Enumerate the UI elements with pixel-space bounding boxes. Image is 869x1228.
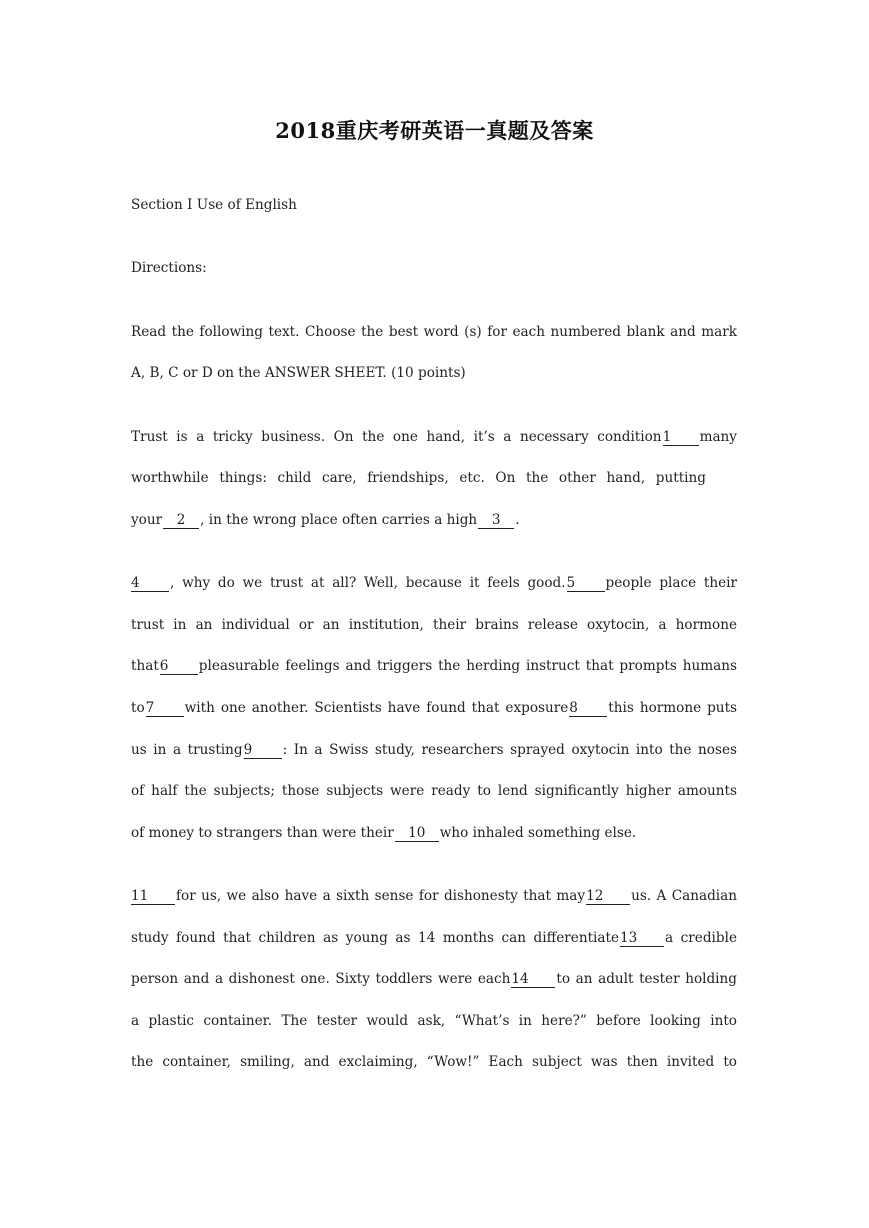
paragraph-2-line: [131, 741, 737, 759]
text-run: us in a trusting: [131, 742, 243, 758]
paragraph-3-line: the container, smiling, and exclaiming, “Wow!” Each subject was then invited to: [131, 1054, 737, 1070]
answer-blank-13: 13: [620, 931, 664, 947]
text-run: for us, we also have a sixth sense for dishonesty that may: [176, 888, 586, 904]
text-run: study found that children as young as 14 months can differentiate: [131, 930, 620, 946]
answer-blank-12: 12: [586, 889, 630, 905]
text-run: .: [515, 512, 520, 528]
answer-blank-1: 1: [663, 430, 699, 446]
paragraph-3-line: [131, 887, 737, 905]
answer-blank-11: 11: [131, 889, 175, 905]
paragraph-2-line: of half the subjects; those subjects were ready to lend significantly higher amounts: [131, 783, 737, 799]
text-run: , why do we trust at all? Well, because it feels good.: [170, 575, 566, 591]
text-run: with one another. Scientists have found that exposure: [184, 700, 569, 716]
answer-blank-7: 7: [146, 701, 184, 717]
paragraph-1-line: [131, 428, 737, 446]
answer-blank-6: 6: [160, 659, 198, 675]
text-run: to: [131, 700, 145, 716]
text-run: pleasurable feelings and triggers the herding instruct that prompts humans: [198, 658, 737, 674]
directions-line: A, B, C or D on the ANSWER SHEET. (10 points): [131, 365, 466, 381]
paragraph-3-line: [131, 970, 737, 988]
paragraph-1-line: worthwhile things: child care, friendships, etc. On the other hand, putting: [131, 470, 706, 486]
text-run: a credible: [665, 930, 737, 946]
answer-blank-14: 14: [511, 972, 555, 988]
paragraph-3-line: a plastic container. The tester would ask, “What’s in here?” before looking into: [131, 1013, 737, 1029]
text-run: many: [699, 429, 737, 445]
text-run: that: [131, 658, 159, 674]
answer-blank-9: 9: [244, 743, 282, 759]
paragraph-3-line: [131, 929, 737, 947]
paragraph-1-line: [131, 511, 737, 529]
paragraph-2-line: [131, 574, 737, 592]
text-run: people place their: [605, 575, 737, 591]
text-run: your: [131, 512, 163, 528]
answer-blank-8: 8: [569, 701, 607, 717]
answer-blank-10: 10: [395, 826, 439, 842]
document-title: 2018重庆考研英语一真题及答案: [275, 118, 594, 143]
directions-label: Directions:: [131, 260, 207, 276]
text-run: us. A Canadian: [631, 888, 737, 904]
answer-blank-2: 2: [163, 513, 199, 529]
answer-blank-5: 5: [567, 576, 605, 592]
text-run: person and a dishonest one. Sixty toddlers were each: [131, 971, 511, 987]
paragraph-2-line: trust in an individual or an institution, their brains release oxytocin, a hormone: [131, 617, 737, 633]
paragraph-2-line: [131, 699, 737, 717]
text-run: Trust is a tricky business. On the one hand, it’s a necessary condition: [131, 429, 662, 445]
text-run: to an adult tester holding: [556, 971, 737, 987]
section-heading: Section I Use of English: [131, 197, 297, 213]
text-run: , in the wrong place often carries a high: [200, 512, 478, 528]
text-run: of money to strangers than were their: [131, 825, 394, 841]
paragraph-2-line: [131, 657, 737, 675]
answer-blank-4: 4: [131, 576, 169, 592]
paragraph-2-line: [131, 824, 737, 842]
text-run: : In a Swiss study, researchers sprayed oxytocin into the noses: [282, 742, 737, 758]
text-run: who inhaled something else.: [439, 825, 637, 841]
answer-blank-3: 3: [478, 513, 514, 529]
directions-line: Read the following text. Choose the best word (s) for each numbered blank and mark: [131, 324, 737, 340]
text-run: this hormone puts: [608, 700, 738, 716]
